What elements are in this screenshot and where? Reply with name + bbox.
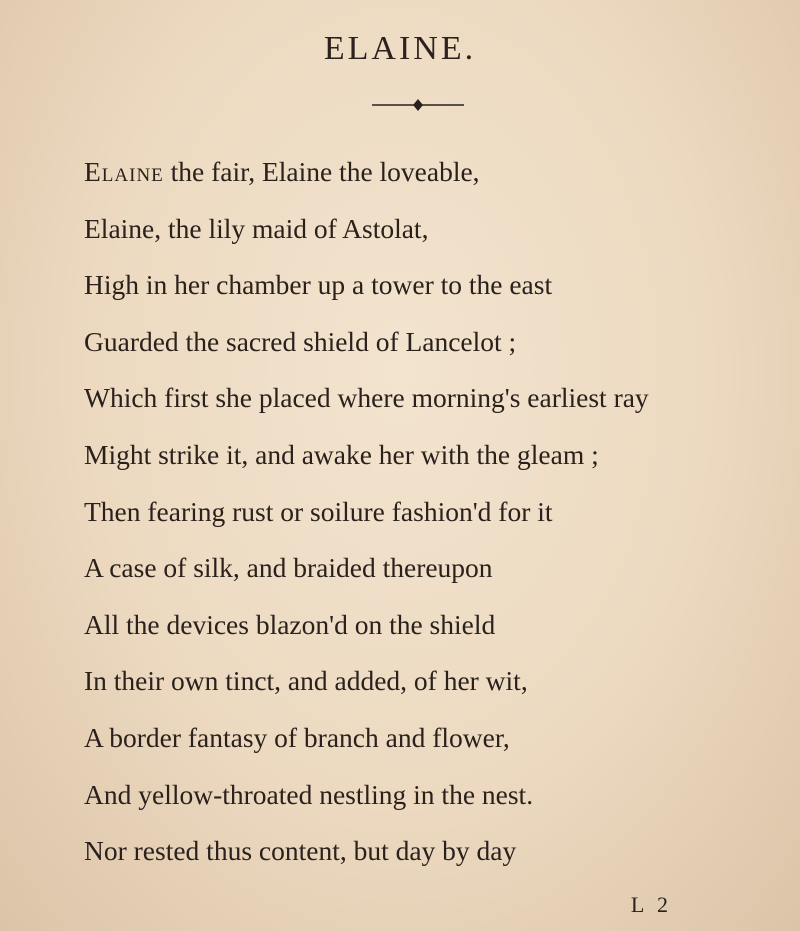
rule-with-diamond-icon — [370, 97, 466, 113]
poem-line: And yellow-throated nestling in the nest. — [84, 778, 534, 810]
poem-line: A border fantasy of branch and flower, — [84, 721, 510, 753]
first-line-text: the fair, Elaine the loveable, — [163, 156, 480, 187]
signature-mark: L 2 — [630, 892, 672, 917]
poem-line: Then fearing rust or soilure fashion'd for it — [84, 495, 553, 527]
poem-line: Might strike it, and awake her with the gleam ; — [84, 438, 599, 470]
poem-line: A case of silk, and braided thereupon — [84, 552, 493, 584]
poem-line: High in her chamber up a tower to the east — [84, 269, 553, 301]
poem-title: ELAINE. — [323, 30, 477, 67]
poem-line: All the devices blazon'd on the shield — [84, 608, 496, 640]
poem-line: In their own tinct, and added, of her wit, — [84, 665, 528, 697]
poem-line: Guarded the sacred shield of Lancelot ; — [84, 325, 517, 357]
poem-line — [84, 150, 784, 207]
poem-line: Which first she placed where morning's earliest ray — [84, 382, 649, 414]
poem-line: Elaine, the lily maid of Astolat, — [84, 212, 429, 244]
first-word: Elaine — [84, 156, 164, 187]
poem-line: Nor rested thus content, but day by day — [84, 835, 517, 867]
poem-body — [84, 150, 784, 886]
